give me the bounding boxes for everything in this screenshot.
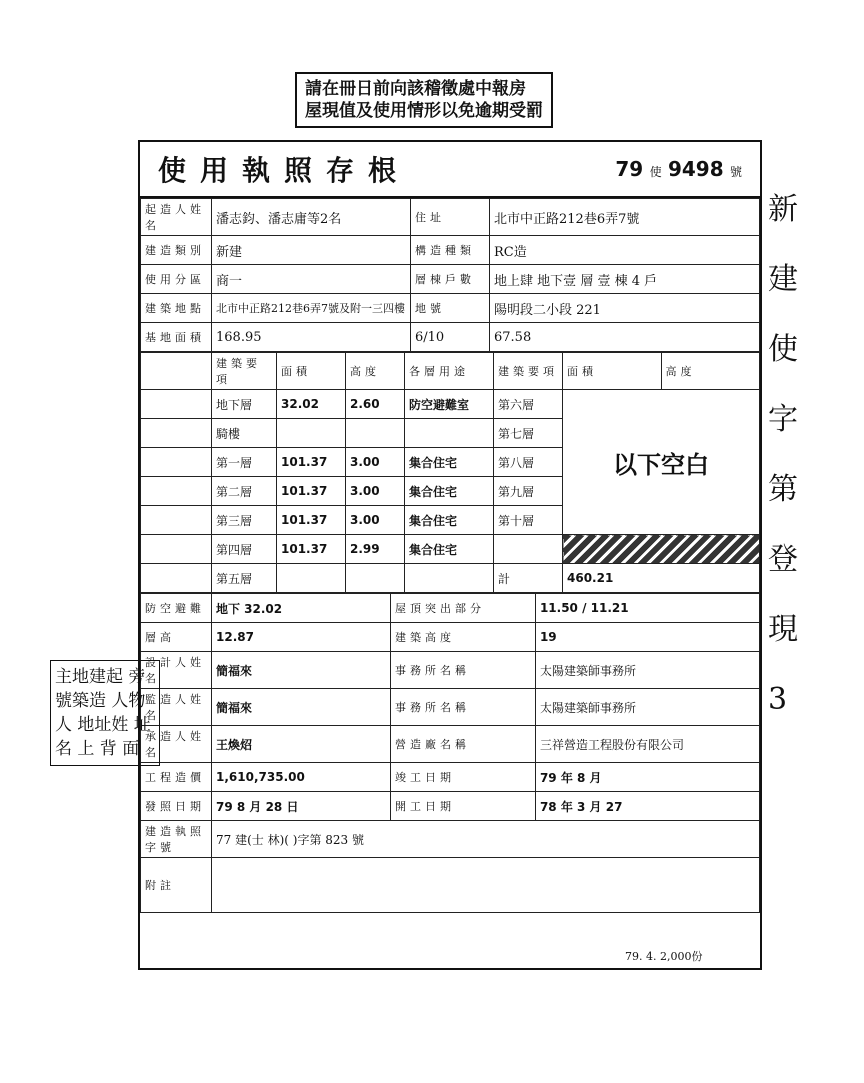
table-row: 地下層 32.02 2.60 防空避難室 第六層 以下空白 [141,390,760,419]
side-note: 主地建起 旁號築造 人物人 地址姓 址名 上 背 面 [50,660,160,766]
notice-stamp [295,72,553,128]
blank-note: 以下空白 [563,390,760,535]
footer-note: 79. 4. 2,000份 [625,950,703,963]
form-header [140,142,760,198]
table-row: 第一層 101.37 3.00 集合住宅 第八層 [141,448,760,477]
table-row: 第四層 101.37 2.99 集合住宅 [141,535,760,564]
ink-smear [563,535,760,564]
stamp-line-2: 屋現值及使用情形以免逾期受罰 [305,101,543,121]
table-row: 第五層 計 460.21 [141,564,760,593]
info-table: 起造人姓名 潘志鈞、潘志庸等2名 住址 北市中正路212巷6弄7號 建造類別 新建 構造種類 RC造 使用分區 商一 層棟戶數 地上肆 地下壹 層 壹 棟 4 戶 建築地點 北市中正路212巷6弄7號及附一三四樓 地號 陽明段二小段 221 基地面積 168.95 6/10 67.58 [140,198,760,352]
right-margin-text: 新建使字第 登 現 3 [768,192,798,717]
table-row: 第三層 101.37 3.00 集合住宅 第十層 [141,506,760,535]
table-row: 第二層 101.37 3.00 集合住宅 第九層 [141,477,760,506]
extra-table: 防空避難 地下 32.02 屋頂突出部分 11.50 / 11.21 層高 12.87 建築高度 19 設計人姓名 簡福來 事務所名稱 太陽建築師事務所 監造人姓名 簡福來 事務所名稱 太陽建築師事務所 承造人姓名 王煥炤 營造廠名稱 三祥營造工程股份有限公司 工程造價 1,610,735.00 竣工日期 79 年 8 月 發照日期 79 8 月 28 日 開工日期 78 年 3 月 27 建造執照字號 77 建(士 林)( )字第 823 號 附註 [140,593,760,913]
stamp-line-1: 請在冊日前向該稽徵處中報房 [305,79,526,99]
floors-table: 建築要項 面積 高度 各層用途 建築要項 面積 高度 地下層 32.02 2.60 防空避難室 第六層 以下空白 騎樓 第七層 第一層 101.37 3.00 集合住宅 第八層 第二層 101.37 3.00 集合住宅 第九層 第三層 101.37 3.00 集合住宅 第十層 第四層 101.37 2.99 集合住宅 第五層 計 460.21 [140,352,760,593]
permit-number: 79 使 9498 號 [615,157,742,181]
form-title: 使用執照存根 [158,154,411,187]
table-row: 騎樓 第七層 [141,419,760,448]
permit-form [138,140,762,970]
